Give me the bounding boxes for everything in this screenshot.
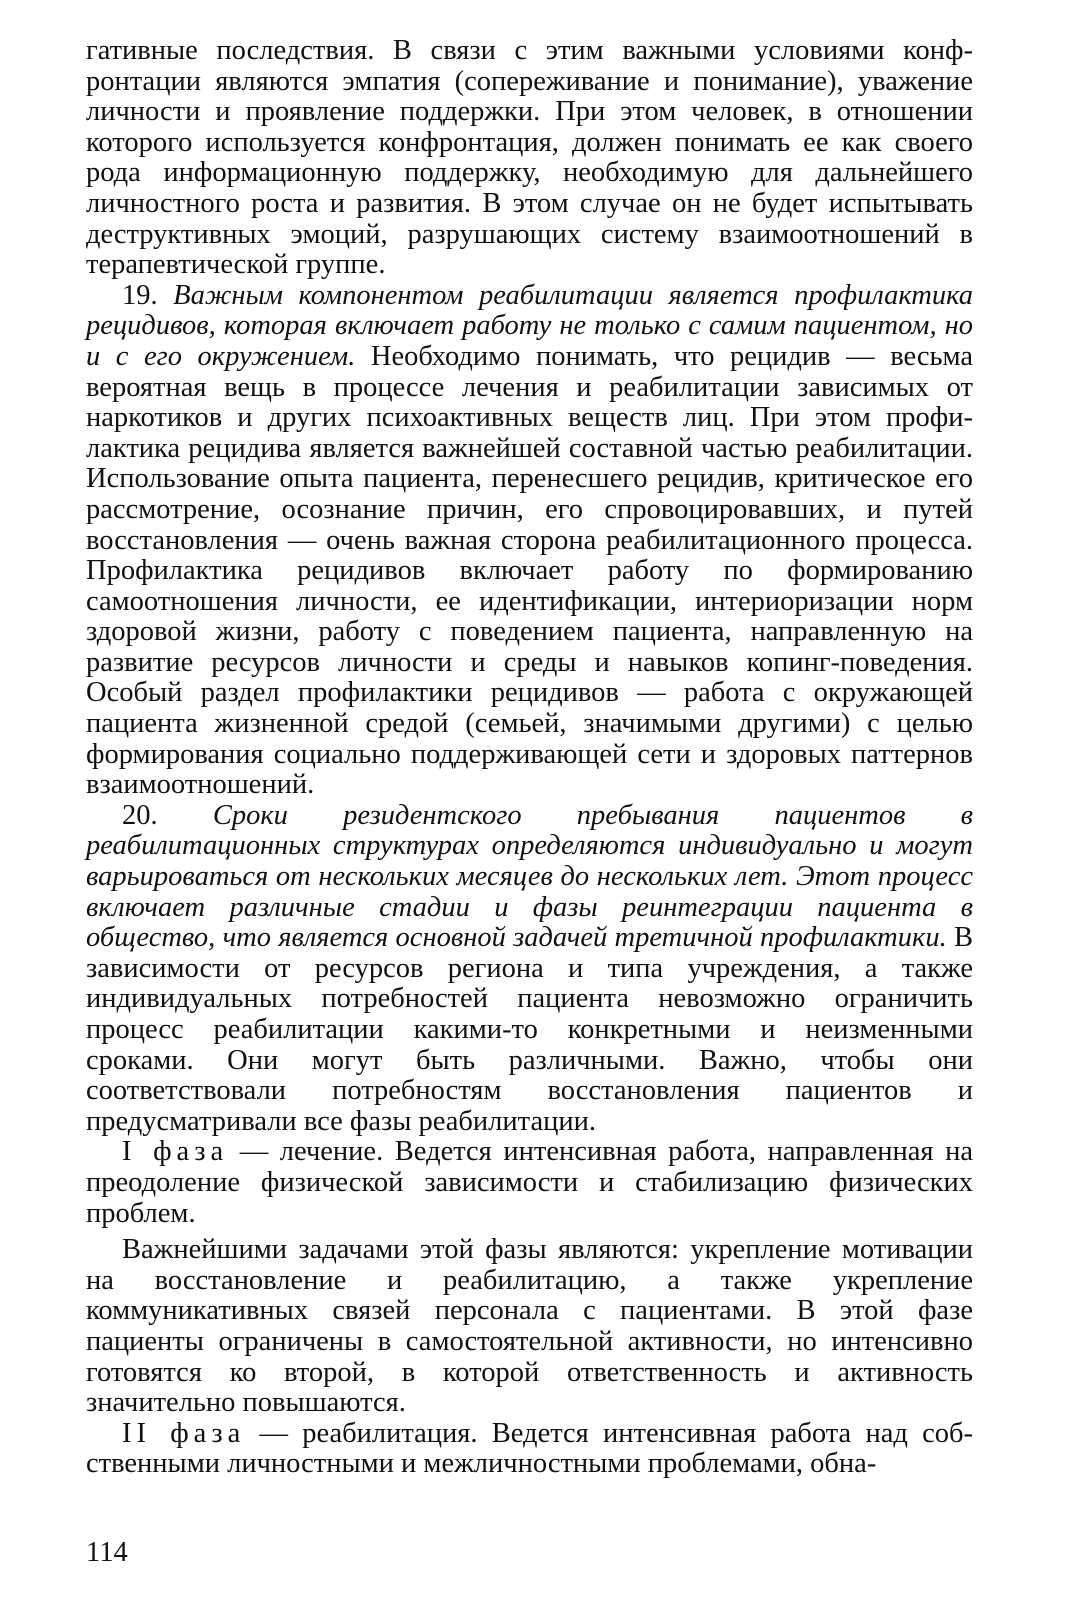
body-text bbox=[86, 36, 973, 1480]
paragraph-phase-1 bbox=[86, 1137, 973, 1229]
italic-thesis: Важным компонентом реабилитации является профилактика рецидивов, которая включает работу не только с самим пациентом, но и с его окружением. bbox=[86, 279, 973, 372]
text-run: — лечение. Ведется интенсивная работа, направленная на преодоление физической зависимости и стабилизацию физических проблем. bbox=[86, 1136, 974, 1229]
text-run: Необходимо понимать, что рецидив — весьма вероятная вещь в процессе лечения и реабилитации зависимых от наркотиков и других психоактивных веществ лиц. При этом профилактика рецидива является важнейшей составной частью реабилитации. Использование опыта пациента, перенесшего рецидив, критическое его рассмотрение, осознание причин, его спровоцировавших, и путей восстановления — очень важная сторона реабилитационного процесса. Профилактика рецидивов включает работу по формированию самоотношения личности, ее идентификации, интериоризации норм здоровой жизни, работу с поведением пациента, направленную на развитие ресурсов личности и среды и навыков копинг-поведения. Особый раздел профилактики рецидивов — работа с окружающей пациента жизненной средой (семьей, значимыми другими) с целью формирования социально поддерживающей сети и здоровых паттернов взаимоотношений. bbox=[86, 340, 973, 801]
paragraph-phase-2 bbox=[86, 1419, 973, 1480]
paragraph-item-19 bbox=[86, 281, 973, 801]
text-run: гативные последствия. В связи с этим важными условиями конфронтации являются эмпатия (сопереживание и понимание), уважение личности и проявление поддержки. При этом человек, в отношении которого используется конфронтация, должен понимать ее как своего рода информационную поддержку, необходимую для дальнейшего личностного роста и развития. В этом случае он не будет испытывать деструктивных эмоций, разрушающих систему взаимоотношений в терапевтической группе. bbox=[86, 35, 973, 281]
italic-thesis: Сроки резидентского пребывания пациентов в реабилитационных структурах определяются индивидуально и могут варьироваться от нескольких месяцев до нескольких лет. Этот процесс включает различные стадии и фазы реинтеграции пациента в общество, что является основной задачей третичной профилактики. bbox=[86, 799, 974, 954]
phase-heading: II фаза bbox=[122, 1417, 246, 1449]
item-number: 20. bbox=[122, 799, 213, 831]
paragraph-continuation bbox=[86, 36, 973, 281]
paragraph-item-20 bbox=[86, 801, 973, 1138]
page-number: 114 bbox=[86, 1537, 128, 1568]
paragraph-phase-1-tasks bbox=[86, 1235, 973, 1419]
item-number: 19. bbox=[122, 279, 174, 311]
text-run: — реабилитация. Ведется интенсивная работа над собственными личностными и межличностными проблемами, обна- bbox=[86, 1417, 973, 1480]
phase-heading: I фаза bbox=[122, 1136, 229, 1168]
text-run: В зависимости от ресурсов региона и типа учреждения, а также индивидуальных потребностей пациента невозможно ограничить процесс реабилитации какими-то конкретными и неизменными сроками. Они могут быть различными. Важно, чтобы они соответствовали потребностям восстановления пациентов и предусматривали все фазы реабилитации. bbox=[86, 922, 973, 1137]
text-run: Важнейшими задачами этой фазы являются: укрепление мотивации на восстановление и реабилитацию, а также укрепление коммуникативных связей персонала с пациентами. В этой фазе пациенты ограничены в самостоятельной активности, но интенсивно готовятся ко второй, в которой ответственность и активность значительно повышаются. bbox=[86, 1234, 973, 1419]
